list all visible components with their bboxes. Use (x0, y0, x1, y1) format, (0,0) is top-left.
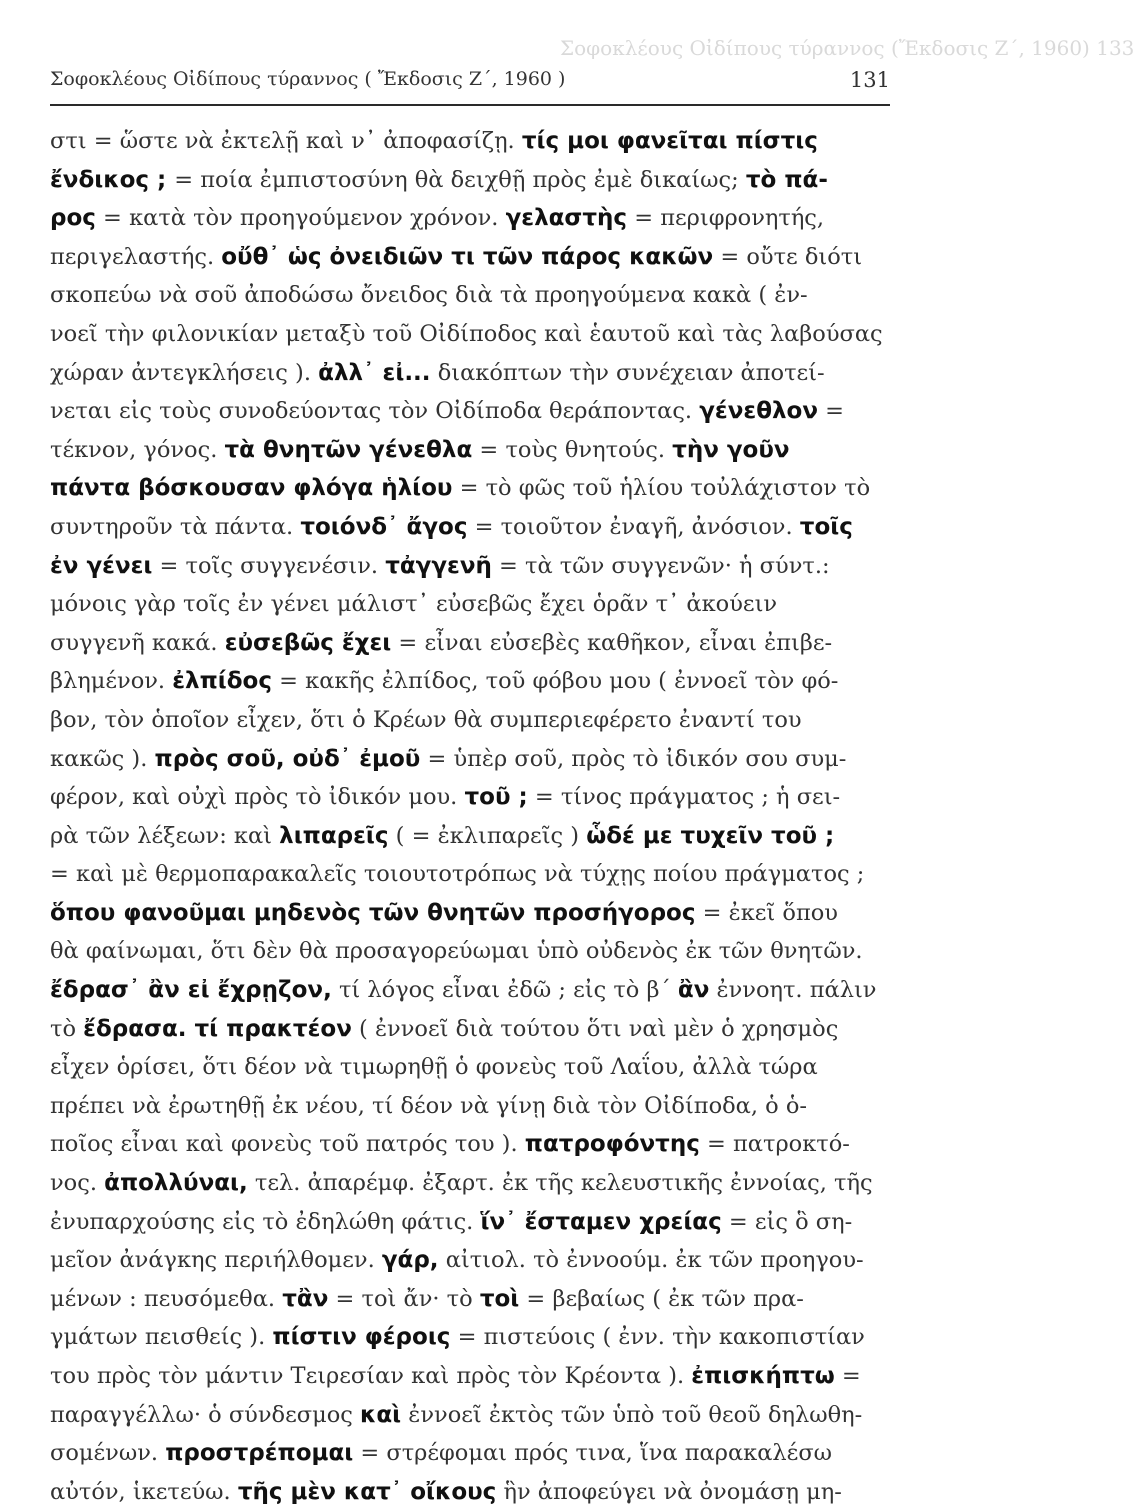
gloss: μόνοις γὰρ τοῖς ἐν γένει μάλιστ᾿ εὐσεβῶς ἔχει ὁρᾶν τ᾿ ἀκούειν (50, 591, 778, 618)
text-line (50, 971, 910, 1010)
gloss: χώραν ἀντεγκλήσεις ). (50, 359, 319, 386)
text-line (50, 1125, 910, 1164)
header-rule (50, 104, 890, 106)
gloss: διακόπτων τὴν συνέχειαν ἀποτεί- (430, 359, 825, 386)
gloss: = οὔτε διότι (713, 243, 863, 270)
lemma: τὴν γοῦν (672, 436, 790, 463)
lemma: γελαστὴς (505, 205, 628, 232)
gloss: = τοῖς συγγενέσιν. (152, 552, 386, 579)
text-line (50, 1241, 910, 1280)
gloss: συγγενῆ κακά. (50, 629, 225, 656)
lemma: καὶ (360, 1401, 402, 1428)
running-header (50, 68, 890, 90)
lemma: πίστιν φέροις (272, 1324, 451, 1351)
lemma: τοιόνδ᾿ ἄγος (300, 513, 468, 540)
gloss: στι = ὥστε νὰ ἐκτελῇ καὶ ν᾿ ἀποφασίζῃ. (50, 128, 522, 154)
lemma: πατροφόντης (524, 1131, 700, 1158)
gloss: ἣν ἀποφεύγει νὰ ὀνομάσῃ μη- (496, 1478, 842, 1505)
gloss: ἐννοητ. πάλιν (709, 977, 877, 1004)
text-line (50, 547, 910, 586)
gloss: = στρέφομαι πρός τινα, ἵνα παρακαλέσω (353, 1440, 833, 1467)
gloss: = βεβαίως ( ἐκ τῶν πρα- (519, 1285, 804, 1312)
gloss: ρὰ τῶν λέξεων: καὶ (50, 822, 280, 849)
gloss: = τίνος πράγματος ; ἡ σει- (527, 784, 841, 811)
gloss: αἰτιολ. τὸ ἐννοούμ. ἐκ τῶν προηγου- (438, 1247, 864, 1274)
lemma: λιπαρεῖς (279, 822, 389, 849)
gloss: = ποία ἐμπιστοσύνη θὰ δειχθῇ πρὸς ἐμὲ δικαίως; (174, 166, 746, 193)
lemma: οὔθ᾿ ὡς ὀνειδιῶν τι τῶν πάρος κακῶν (221, 243, 714, 270)
lemma: γένεθλον (699, 398, 819, 425)
lemma: ρος (50, 205, 96, 232)
lemma: ἀπολλύναι, (104, 1170, 248, 1197)
gloss: = τὰ τῶν συγγενῶν· ἡ σύντ.: (491, 552, 830, 579)
text-line (50, 1318, 910, 1357)
text-line (50, 315, 910, 354)
text-line (50, 624, 910, 663)
gloss: = πατροκτό- (699, 1131, 850, 1158)
text-line (50, 855, 910, 894)
gloss: = κατὰ τὸν προηγούμενον χρόνον. (95, 205, 506, 232)
lemma: τἂν (282, 1285, 329, 1312)
bleed-through-header: Σοφοκλέους Οἰδίπους τύραννος (Ἔκδοσις Ζ΄, 1960) 133 (560, 36, 1134, 60)
gloss: τί λόγος εἶναι ἐδῶ ; εἰς τὸ β΄ (331, 977, 678, 1004)
text-line (50, 1203, 910, 1242)
lemma: ἀλλ᾿ εἰ... (318, 359, 431, 386)
lemma: πάντα βόσκουσαν φλόγα ἡλίου (50, 475, 453, 502)
text-line (50, 122, 910, 161)
gloss: αὐτόν, ἱκετεύω. (50, 1478, 238, 1505)
gloss: = εἶναι εὐσεβὲς καθῆκον, εἶναι ἐπιβε- (391, 629, 833, 656)
text-line (50, 431, 910, 470)
gloss: = περιφρονητής, (627, 205, 825, 232)
text-line (50, 1434, 910, 1473)
lemma: τὸ πά- (745, 166, 828, 193)
lemma: εὐσεβῶς ἔχει (224, 629, 392, 656)
text-line (50, 585, 910, 624)
gloss: πρέπει νὰ ἐρωτηθῇ ἐκ νέου, τί δέον νὰ γίνῃ διὰ τὸν Οἰδίποδα, ὁ ὁ- (50, 1092, 808, 1119)
lemma: ἔνδικος ; (50, 166, 175, 193)
gloss: = ἐκεῖ ὅπου (695, 899, 838, 926)
gloss: = πιστεύοις ( ἐνν. τὴν κακοπιστίαν (450, 1324, 865, 1351)
lemma: τίς μοι φανεῖται πίστις (521, 128, 818, 154)
lemma: ἔδρασα. τί πρακτέον (83, 1015, 352, 1042)
lemma: ἂν (677, 977, 710, 1004)
lemma: τοῖς (799, 513, 853, 540)
gloss: νεται εἰς τοὺς συνοδεύοντας τὸν Οἰδίποδα θεράποντας. (50, 398, 700, 425)
gloss: φέρον, καὶ οὐχὶ πρὸς τὸ ἰδικόν μου. (50, 784, 465, 811)
gloss: κακῶς ). (50, 745, 155, 772)
gloss: = κακῆς ἐλπίδος, τοῦ φόβου μου ( ἐννοεῖ τὸν φό- (271, 668, 839, 695)
gloss: μένων : πευσόμεθα. (50, 1285, 283, 1312)
lemma: γάρ, (381, 1247, 439, 1274)
lemma: τοῦ ; (464, 784, 528, 811)
text-line (50, 894, 910, 933)
text-line (50, 1164, 910, 1203)
gloss: εἶχεν ὁρίσει, ὅτι δέον νὰ τιμωρηθῇ ὁ φονεὺς τοῦ Λαΐου, ἀλλὰ τώρα (50, 1054, 818, 1081)
gloss: του πρὸς τὸν μάντιν Τειρεσίαν καὶ πρὸς τὸν Κρέοντα ). (50, 1363, 692, 1389)
gloss: νοεῖ τὴν φιλονικίαν μεταξὺ τοῦ Οἰδίποδος καὶ ἑαυτοῦ καὶ τὰς λαβούσας (50, 320, 883, 347)
lemma: προστρέπομαι (165, 1440, 354, 1467)
commentary-text (50, 122, 910, 1511)
gloss: = (834, 1363, 861, 1389)
lemma: ἔδρασ᾿ ἂν εἰ ἔχρῃζον, (50, 977, 332, 1004)
text-line (50, 1010, 910, 1049)
gloss: ἐνυπαρχούσης εἰς τὸ ἐδηλώθη φάτις. (50, 1208, 481, 1235)
gloss: = ὑπὲρ σοῦ, πρὸς τὸ ἰδικόν σου συμ- (420, 745, 847, 772)
gloss: σομένων. (50, 1440, 166, 1467)
text-line (50, 354, 910, 393)
gloss: παραγγέλλω· ὁ σύνδεσμος (50, 1401, 361, 1428)
text-line (50, 701, 910, 740)
gloss: ( ἐννοεῖ διὰ τούτου ὅτι ναὶ μὲν ὁ χρησμὸς (351, 1015, 839, 1042)
text-line (50, 740, 910, 779)
lemma: ὧδέ με τυχεῖν τοῦ ; (586, 822, 835, 849)
gloss: τέκνον, γόνος. (50, 436, 225, 463)
gloss: = εἰς ὃ ση- (721, 1208, 853, 1235)
gloss: = τοιοῦτον ἐναγῆ, ἀνόσιον. (467, 513, 800, 540)
text-line (50, 1048, 910, 1087)
lemma: ἐν γένει (50, 552, 153, 579)
gloss: συντηροῦν τὰ πάντα. (50, 513, 301, 540)
text-line (50, 392, 910, 431)
gloss: νος. (50, 1170, 105, 1197)
text-line (50, 817, 910, 856)
lemma: τὰ θνητῶν γένεθλα (224, 436, 473, 463)
text-line (50, 1473, 910, 1511)
gloss: τελ. ἀπαρέμφ. ἐξαρτ. ἐκ τῆς κελευστικῆς ἐννοίας, τῆς (247, 1170, 873, 1197)
text-line (50, 1357, 910, 1396)
gloss: θὰ φαίνωμαι, ὅτι δὲν θὰ προσαγορεύωμαι ὑπὸ οὐδενὸς ἐκ τῶν θνητῶν. (50, 938, 863, 965)
lemma: ὅπου φανοῦμαι μηδενὸς τῶν θνητῶν προσήγορος (50, 899, 696, 926)
gloss: ἐννοεῖ ἐκτὸς τῶν ὑπὸ τοῦ θεοῦ δηλωθη- (401, 1401, 863, 1428)
text-line (50, 161, 910, 200)
gloss: σκοπεύω νὰ σοῦ ἀποδώσω ὄνειδος διὰ τὰ προηγούμενα κακὰ ( ἐν- (50, 282, 808, 309)
text-line (50, 1280, 910, 1319)
page-number: 131 (849, 68, 890, 92)
gloss: βον, τὸν ὁποῖον εἶχεν, ὅτι ὁ Κρέων θὰ συμπεριεφέρετο ἐναντί του (50, 706, 802, 733)
text-line (50, 508, 910, 547)
text-line (50, 778, 910, 817)
gloss: ( = ἐκλιπαρεῖς ) (388, 822, 587, 849)
text-line (50, 1087, 910, 1126)
lemma: τἀγγενῆ (385, 552, 492, 579)
gloss: = (818, 398, 845, 425)
lemma: ἐλπίδος (172, 668, 272, 695)
gloss: = καὶ μὲ θερμοπαρακαλεῖς τοιουτοτρόπως νὰ τύχῃς ποίου πράγματος ; (50, 861, 865, 888)
lemma: τοὶ (479, 1285, 520, 1312)
gloss: περιγελαστής. (50, 243, 222, 270)
lemma: τῆς μὲν κατ᾿ οἴκους (237, 1478, 497, 1505)
gloss: βλημένον. (50, 668, 173, 695)
gloss: = τοὺς θνητούς. (472, 436, 673, 463)
lemma: πρὸς σοῦ, οὐδ᾿ ἐμοῦ (154, 745, 421, 772)
text-line (50, 199, 910, 238)
gloss: = τοὶ ἄν· τὸ (328, 1285, 480, 1312)
text-line (50, 1396, 910, 1435)
text-line (50, 469, 910, 508)
gloss: τὸ (50, 1015, 84, 1042)
text-line (50, 238, 910, 277)
gloss: μεῖον ἀνάγκης περιήλθομεν. (50, 1247, 382, 1274)
gloss: ποῖος εἶναι καὶ φονεὺς τοῦ πατρός του ). (50, 1131, 525, 1158)
text-line (50, 932, 910, 971)
gloss: = τὸ φῶς τοῦ ἡλίου τοὐλάχιστον τὸ (452, 475, 871, 502)
running-title: Σοφοκλέους Οἰδίπους τύραννος ( Ἔκδοσις Ζ΄, 1960 ) (50, 68, 566, 90)
gloss: γμάτων πεισθείς ). (50, 1324, 273, 1351)
text-line (50, 276, 910, 315)
lemma: ἐπισκήπτω (691, 1363, 835, 1389)
text-line (50, 662, 910, 701)
lemma: ἵν᾿ ἔσταμεν χρείας (480, 1208, 722, 1235)
